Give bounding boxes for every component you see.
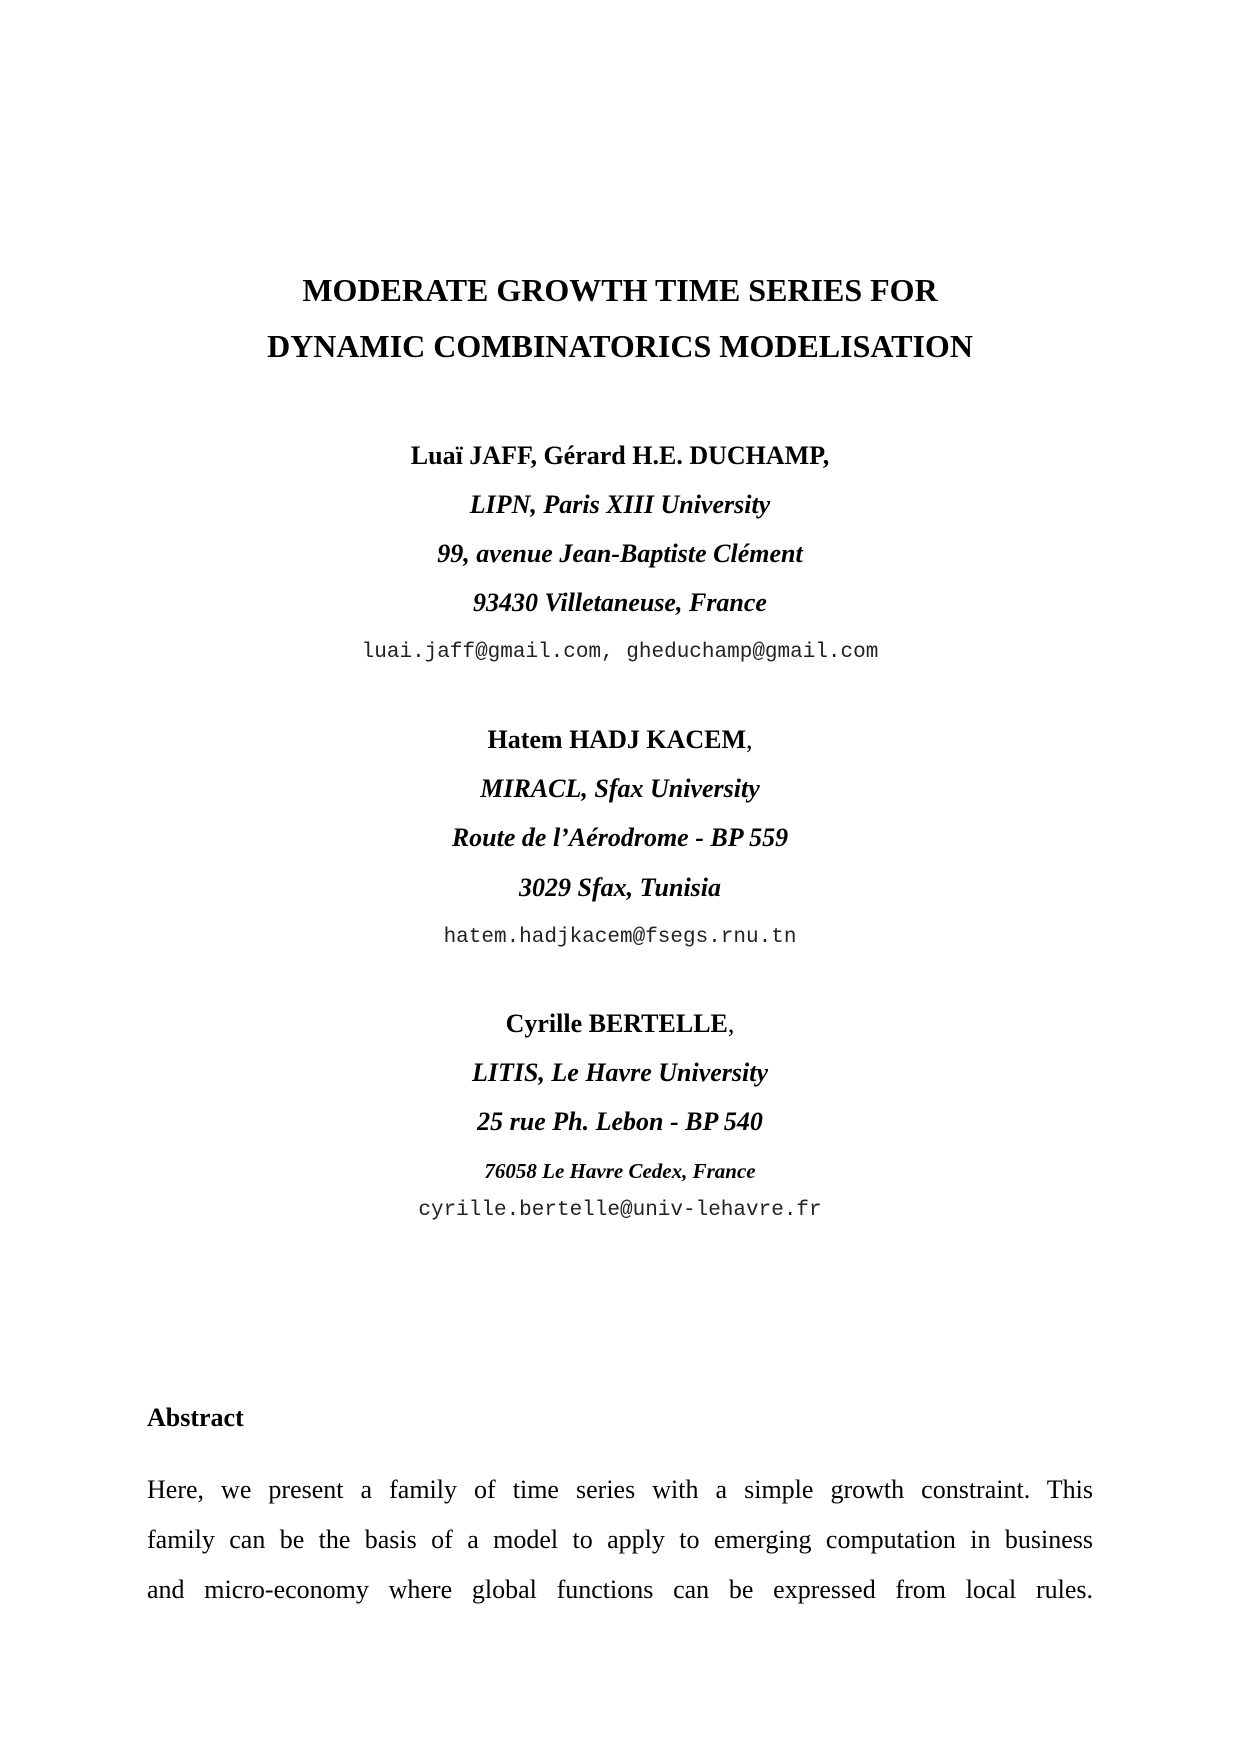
author-names-suffix: , <box>746 725 753 754</box>
author-names-text: Hatem HADJ KACEM <box>487 725 746 754</box>
author-address-3a: 25 rue Ph. Lebon - BP 540 <box>477 1107 763 1136</box>
author-affiliation-1: LIPN, Paris XIII University <box>469 490 771 519</box>
author-names-text: Cyrille BERTELLE <box>505 1009 728 1038</box>
author-address-1a: 99, avenue Jean-Baptiste Clément <box>437 539 803 568</box>
author-address-2a: Route de l’Aérodrome - BP 559 <box>451 823 789 852</box>
abstract-body <box>147 1465 1093 1615</box>
abstract-line-3: and micro-economy where global functions can be expressed from local rules. <box>147 1575 1093 1604</box>
author-affiliation-3: LITIS, Le Havre University <box>471 1058 769 1087</box>
author-email-2[interactable]: hatem.hadjkacem@fsegs.rnu.tn <box>443 926 797 949</box>
author-address-3b: 76058 Le Havre Cedex, France <box>484 1159 756 1183</box>
author-names-suffix: , <box>727 1009 735 1038</box>
author-address-2b: 3029 Sfax, Tunisia <box>518 873 722 902</box>
author-email-3[interactable]: cyrille.bertelle@univ-lehavre.fr <box>418 1199 822 1222</box>
author-affiliation-2: MIRACL, Sfax University <box>480 774 760 803</box>
abstract-heading: Abstract <box>147 1403 244 1432</box>
title-line-1: MODERATE GROWTH TIME SERIES FOR <box>302 272 938 308</box>
abstract-line-2: family can be the basis of a model to apply to emerging computation in business <box>147 1525 1093 1554</box>
title-line-2: DYNAMIC COMBINATORICS MODELISATION <box>267 328 973 364</box>
author-names-1 <box>0 441 1240 471</box>
paper-title <box>0 262 1240 374</box>
author-names-2 <box>0 725 1240 755</box>
abstract-line-1: Here, we present a family of time series with a simple growth constraint. This <box>147 1475 1093 1504</box>
author-address-1b: 93430 Villetaneuse, France <box>473 588 767 617</box>
author-names-3 <box>0 1009 1240 1039</box>
author-names-text: Luaï JAFF, Gérard H.E. DUCHAMP, <box>410 441 830 470</box>
author-email-1[interactable]: luai.jaff@gmail.com, gheduchamp@gmail.com <box>361 641 879 664</box>
